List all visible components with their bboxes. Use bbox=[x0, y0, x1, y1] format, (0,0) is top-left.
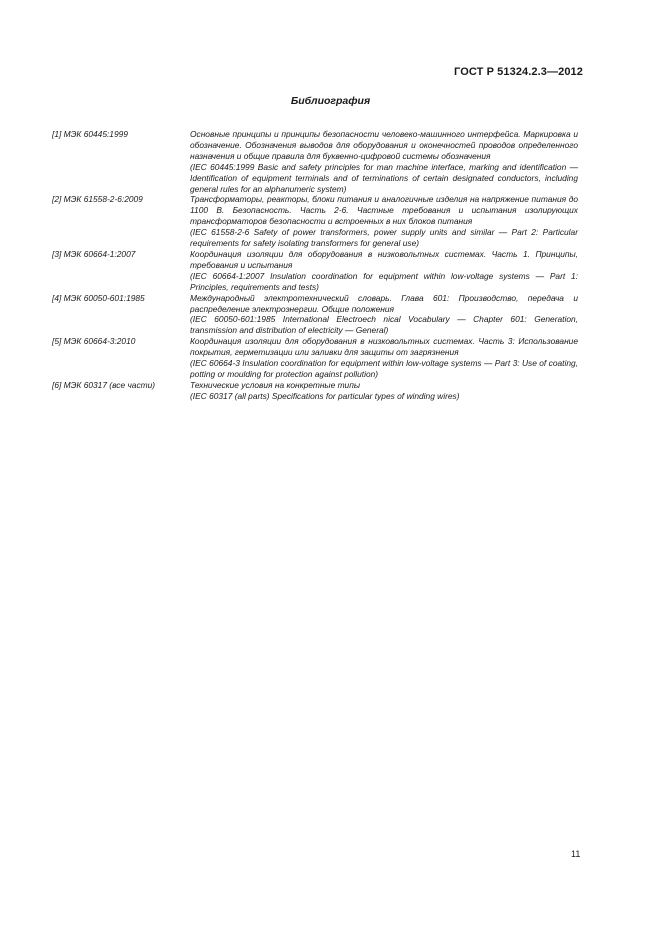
entry-reference: [5] МЭК 60664-3:2010 bbox=[52, 336, 136, 347]
entry-description bbox=[190, 336, 578, 380]
entry-reference: [6] МЭК 60317 (все части) bbox=[52, 379, 156, 390]
entry-english-title: (IEC 60664-1:2007 Insulation coordination for equipment within low-voltage systems — Part 1: Principles, requirements and tests) bbox=[190, 270, 578, 292]
bibliography-entry bbox=[52, 380, 578, 402]
entry-english-title: (IEC 61558-2-6 Safety of power transformers, power supply units and similar — Part 2: Particular requirements for safety isolating transformers for general use) bbox=[190, 227, 578, 249]
bibliography-entry bbox=[52, 249, 578, 293]
entry-reference: [4] МЭК 60050-601:1985 bbox=[52, 292, 145, 303]
bibliography-entry bbox=[52, 336, 578, 380]
bibliography-entry bbox=[52, 129, 578, 194]
entry-description bbox=[190, 129, 578, 194]
entry-russian-title: Основные принципы и принципы безопасности человеко-машинного интерфейса. Маркировка и обозначение. Обозначения выводов для оборудования и оконечностей проводов определенного назначения и общие правила для буквенно-цифровой системы обозначения bbox=[190, 129, 578, 161]
entry-english-title: (IEC 60317 (all parts) Specifications for particular types of winding wires) bbox=[190, 390, 460, 401]
entry-reference: [3] МЭК 60664-1:2007 bbox=[52, 248, 136, 259]
entry-reference: [2] МЭК 61558-2-6:2009 bbox=[52, 194, 143, 205]
entry-description bbox=[190, 380, 578, 402]
entry-russian-title: Координация изоляции для оборудования в низковольтных системах. Часть 3: Использование покрытия, герметизации или заливки для защиты от загрязнения bbox=[190, 336, 578, 358]
entry-russian-title: Технические условия на конкретные типы bbox=[190, 379, 360, 390]
entry-russian-title: Координация изоляции для оборудования в низковольтных системах. Часть 1. Принципы, требования и испытания bbox=[190, 248, 578, 270]
entry-description bbox=[190, 194, 578, 249]
entry-description bbox=[190, 249, 578, 293]
bibliography-entry bbox=[52, 194, 578, 249]
document-code: ГОСТ Р 51324.2.3—2012 bbox=[454, 66, 583, 78]
page-title: Библиография bbox=[290, 95, 371, 107]
entry-english-title: (IEC 60664-3 Insulation coordination for equipment within low-voltage systems — Part 3: Use of coating, potting or moulding for protection against pollution) bbox=[190, 358, 578, 379]
bibliography-list bbox=[52, 129, 578, 402]
bibliography-entry bbox=[52, 293, 578, 337]
entry-reference: [1] МЭК 60445:1999 bbox=[52, 129, 128, 139]
entry-russian-title: Трансформаторы, реакторы, блоки питания и аналогичные изделия на напряжение питания до 1100 В. Безопасность. Часть 2-6. Частные требования и испытания изолирующих трансформаторов безопасности и встроенных в них блоков питания bbox=[190, 194, 578, 227]
entry-russian-title: Международный электротехнический словарь. Глава 601: Производство, передача и распределение электроэнергии. Общие положения bbox=[190, 292, 578, 314]
entry-english-title: (IEC 60445:1999 Basic and safety principles for man machine interface, marking and identification — Identification of equipment terminals and of terminations of certain designated conductors, including general rules for an alphanumeric system) bbox=[190, 161, 578, 194]
page-number: 11 bbox=[571, 849, 581, 859]
entry-english-title: (IEC 60050-601:1985 International Electroech nical Vocabulary — Chapter 601: Generation, transmission and distribution of electricity — General) bbox=[190, 314, 578, 336]
entry-description bbox=[190, 293, 578, 337]
